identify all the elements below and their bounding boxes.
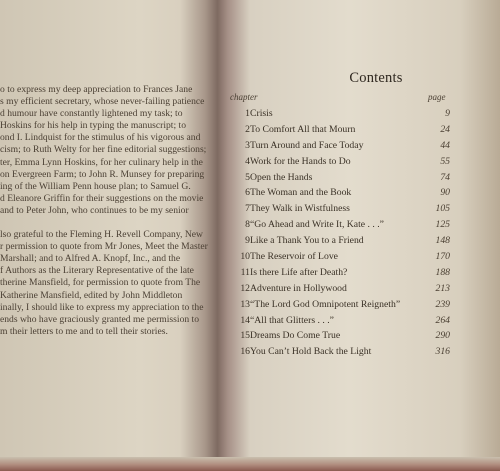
acknowledgement-line: and to Peter John, who continues to be my senior xyxy=(0,204,189,216)
table-of-contents xyxy=(232,108,450,362)
chapter-number: 3 xyxy=(245,139,250,151)
chapter-title: To Comfort All that Mourn xyxy=(250,123,356,135)
acknowledgement-line: ing of the William Penn house plan; to Samuel G. xyxy=(0,180,191,192)
acknowledgement-line: ond I. Lindquist for the stimulus of his vigorous and xyxy=(0,132,201,144)
chapter-number: 9 xyxy=(245,235,250,247)
chapter-number: 11 xyxy=(240,266,250,278)
chapter-page-number: 105 xyxy=(435,203,450,215)
chapter-number: 7 xyxy=(245,203,250,215)
acknowledgement-line: Marshall; and to Alfred A. Knopf, Inc., and the xyxy=(0,253,181,265)
chapter-page-number: 24 xyxy=(440,123,450,135)
chapter-title: The Reservoir of Love xyxy=(250,251,338,263)
chapter-number: 5 xyxy=(245,171,250,183)
page-column-header: page xyxy=(428,92,446,102)
chapter-page-number: 90 xyxy=(440,187,450,199)
acknowledgement-line: f Authors as the Literary Representative of the late xyxy=(0,265,194,277)
acknowledgement-line: ter, Emma Lynn Hoskins, for her culinary help in the xyxy=(0,156,203,168)
toc-entry xyxy=(232,283,450,299)
chapter-title: They Walk in Wistfulness xyxy=(250,203,350,215)
chapter-page-number: 264 xyxy=(435,314,450,326)
acknowledgement-line: d humour have constantly lightened my task; to xyxy=(0,108,183,120)
toc-entry xyxy=(232,187,450,203)
chapter-title: Like a Thank You to a Friend xyxy=(250,235,364,247)
chapter-title: Dreams Do Come True xyxy=(250,330,341,342)
acknowledgement-line: r permission to quote from Mr Jones, Meet the Master xyxy=(0,241,208,253)
toc-entry xyxy=(232,172,450,188)
acknowledgement-line: o to express my deep appreciation to Frances Jane xyxy=(0,84,193,95)
chapter-page-number: 213 xyxy=(435,282,450,294)
chapter-title: Adventure in Hollywood xyxy=(250,282,347,294)
chapter-number: 10 xyxy=(240,251,250,263)
chapter-number: 14 xyxy=(240,314,250,326)
chapter-title: “All that Glitters . . .” xyxy=(250,314,334,326)
acknowledgement-line: therine Mansfield, for permission to quote from The xyxy=(0,277,201,289)
chapter-page-number: 316 xyxy=(435,346,450,358)
acknowledgement-line: ends who have graciously granted me permission to xyxy=(0,313,200,325)
chapter-page-number: 55 xyxy=(440,155,450,167)
chapter-title: Work for the Hands to Do xyxy=(250,155,351,167)
toc-entry xyxy=(232,219,450,235)
chapter-title: Open the Hands xyxy=(250,171,313,183)
chapter-page-number: 290 xyxy=(435,330,450,342)
chapter-number: 15 xyxy=(240,330,250,342)
chapter-number: 6 xyxy=(245,187,250,199)
chapter-number: 12 xyxy=(240,282,250,294)
chapter-title: Crisis xyxy=(250,108,273,119)
chapter-title: “Go Ahead and Write It, Kate . . .” xyxy=(250,219,384,231)
toc-entry xyxy=(232,124,450,140)
toc-entry xyxy=(232,251,450,267)
chapter-title: You Can’t Hold Back the Light xyxy=(250,346,372,358)
chapter-title: The Woman and the Book xyxy=(250,187,352,199)
chapter-number: 16 xyxy=(240,346,250,358)
chapter-page-number: 239 xyxy=(435,298,450,310)
chapter-title: Turn Around and Face Today xyxy=(250,139,364,151)
chapter-page-number: 9 xyxy=(445,108,450,119)
acknowledgement-line: Katherine Mansfield, edited by John Middleton xyxy=(0,289,183,301)
chapter-page-number: 148 xyxy=(435,235,450,247)
toc-entry xyxy=(232,140,450,156)
chapter-page-number: 125 xyxy=(435,219,450,231)
chapter-number: 8 xyxy=(245,219,250,231)
contents-title: Contents xyxy=(349,70,403,86)
acknowledgement-line: Hoskins for his help in typing the manuscript; to xyxy=(0,120,186,132)
acknowledgement-line: cism; to Ruth Welty for her fine editorial suggestions; xyxy=(0,144,207,156)
chapter-column-header: chapter xyxy=(230,92,258,102)
chapter-number: 1 xyxy=(245,108,250,119)
toc-entry xyxy=(232,203,450,219)
toc-entry xyxy=(232,108,450,124)
left-page-acknowledgements xyxy=(0,84,208,338)
acknowledgement-line: lso grateful to the Fleming H. Revell Company, New xyxy=(0,229,203,241)
chapter-title: Is there Life after Death? xyxy=(250,266,348,278)
acknowledgement-line: m their letters to me and to tell their stories. xyxy=(0,325,168,337)
chapter-page-number: 188 xyxy=(435,266,450,278)
acknowledgement-line xyxy=(0,217,208,229)
toc-entry xyxy=(232,299,450,315)
chapter-number: 4 xyxy=(245,155,250,167)
toc-entry xyxy=(232,235,450,251)
book-cover-edge xyxy=(0,457,500,471)
chapter-title: “The Lord God Omnipotent Reigneth” xyxy=(250,298,401,310)
toc-entry xyxy=(232,315,450,331)
acknowledgement-line: on Evergreen Farm; to John R. Munsey for preparing xyxy=(0,168,205,180)
acknowledgement-line: inally, I should like to express my appreciation to the xyxy=(0,301,204,313)
toc-entry xyxy=(232,267,450,283)
chapter-page-number: 44 xyxy=(440,139,450,151)
toc-entry xyxy=(232,156,450,172)
chapter-number: 2 xyxy=(245,123,250,135)
chapter-page-number: 74 xyxy=(440,171,450,183)
acknowledgement-line: d Eleanore Griffin for their suggestions on the movie xyxy=(0,192,204,204)
toc-entry xyxy=(232,346,450,362)
toc-entry xyxy=(232,330,450,346)
chapter-page-number: 170 xyxy=(435,251,450,263)
chapter-number: 13 xyxy=(240,298,250,310)
acknowledgement-line: s my efficient secretary, whose never-failing patience xyxy=(0,96,205,108)
